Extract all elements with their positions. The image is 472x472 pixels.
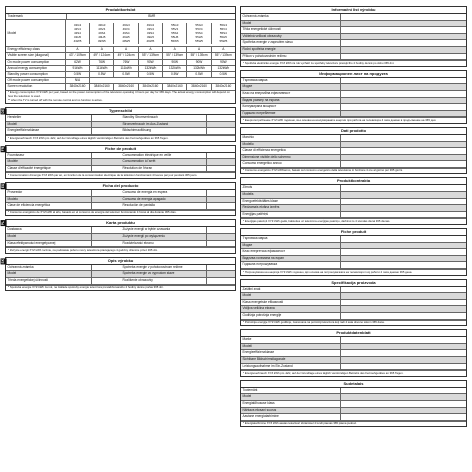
spec-value: 3840x2160 — [187, 84, 211, 89]
info-label: Видим размер на екрана — [241, 98, 341, 104]
section-note: * Енергопотребление XYZ kWh годишно, въз основа на консумираната енергия при работа на телевизора 4 часа дневно в продължение на 365 дни. — [241, 117, 466, 123]
spec-row — [6, 84, 235, 89]
section-note: * Spotreba energie XYZ kWh za rok, na základe spotreby energie televízora prevádzkovaného 4 hodiny denne počas 365 dní. — [6, 285, 235, 291]
info-row — [241, 344, 466, 351]
model-cell: 55G3 55V4 55S4 55H5 55W5 — [163, 23, 187, 44]
section-note: * Potrošnja energije XYZ kWh godišnje, zasnovana na potrošnji televizora koji radi 4 sata dnevno tokom 365 dana. — [241, 320, 466, 326]
info-label: Viditelná velikost obrazovky — [241, 34, 341, 40]
section-row — [6, 278, 235, 285]
spec-value: A — [163, 47, 187, 52]
info-row — [241, 394, 466, 401]
brand-name: BMR — [148, 14, 156, 18]
language-section — [1, 145, 236, 179]
row-label: Ochranná známka — [6, 265, 92, 271]
row-label: Zużycie energii po wyłączeniu — [121, 234, 207, 240]
section-title: Opis výrobku — [6, 258, 235, 265]
info-label: Годишно потребление — [241, 111, 341, 117]
info-row — [241, 91, 466, 98]
spec-label: Screen resolution — [6, 84, 66, 89]
info-row — [241, 104, 466, 111]
info-row — [241, 27, 466, 34]
info-label: Търговска марка — [241, 78, 341, 84]
model-cell: 55G3 55V4 55S4 55H5 55W5 — [187, 23, 211, 44]
info-label: Marke — [241, 337, 341, 343]
row-label: Model — [6, 234, 92, 240]
spec-value: A — [66, 47, 90, 52]
info-row — [241, 388, 466, 395]
info-row — [241, 249, 466, 256]
row-label: Classe d'efficacité énergétique — [6, 166, 92, 172]
info-row — [241, 135, 466, 142]
section-title: Ficha del producto — [6, 183, 235, 190]
info-label: Модел — [241, 243, 341, 249]
row-label: Spotreba energie v pohotovostnom režime — [121, 265, 207, 271]
info-note: * Spotřeba elektrické energie XYZ kWh za rok vychází ze spotřeby televizoru pracujícího 4 hodiny denně po dobu 365 dní. — [241, 60, 466, 66]
spec-value: 132kWh — [187, 66, 211, 71]
info-label: Energiatõhususe klass — [241, 401, 341, 407]
info-row — [241, 243, 466, 250]
model-row — [6, 20, 235, 47]
info-row — [241, 401, 466, 408]
section-row — [6, 241, 235, 248]
info-sheet-title: Informační list výrobku — [241, 7, 466, 14]
section-title: Dati prodotto — [241, 128, 466, 135]
spec-label: On mode power consumption — [6, 60, 66, 65]
info-row — [241, 306, 466, 313]
info-row — [241, 236, 466, 243]
main-table-note: * Energy consumption XYZ kWh per year, based on the power consumption of the television operating 4 hours per day for 365 days. The actual energy consumption will depend on how the television is used. — [6, 90, 235, 99]
row-label: Dostawca — [6, 227, 92, 233]
row-label: Resolución de pantalla — [121, 203, 207, 209]
info-row — [241, 205, 466, 212]
spec-value: 55" / 139cm — [163, 53, 187, 58]
section-row — [6, 159, 235, 166]
info-row — [241, 408, 466, 415]
info-label: Model — [241, 21, 341, 27]
row-label: Consumo de energía apagado — [121, 197, 207, 203]
section-row — [6, 115, 235, 122]
model-cell: 55G3 55V4 55S4 55H5 55W5 — [219, 22, 228, 44]
spec-value: 3840x2160 — [215, 84, 232, 89]
info-label: Tootemärk — [241, 388, 341, 394]
section-row — [6, 271, 235, 278]
spec-value: 111kWh — [114, 66, 138, 71]
spec-value: 132kWh — [139, 66, 163, 71]
spec-value: 55" / 139cm — [139, 53, 163, 58]
section-row — [6, 234, 235, 241]
spec-label: Annual energy consumption — [6, 66, 66, 71]
language-tag: SK — [1, 258, 5, 264]
spec-value: 90W — [187, 60, 211, 65]
info-row — [241, 337, 466, 344]
spec-value: 0.5W — [139, 72, 163, 77]
model-cell: 43G3 43V4 43S4 43H5 43W5 — [66, 23, 90, 44]
info-row — [241, 287, 466, 294]
language-tag: FR — [1, 146, 5, 151]
spec-value: 3840x2160 — [114, 84, 138, 89]
row-label: Model — [6, 271, 92, 277]
spec-value: 0.5W — [66, 72, 90, 77]
info-label: Energoefektivitātes klase — [241, 199, 341, 205]
spec-value: A — [187, 47, 211, 52]
info-row — [241, 256, 466, 263]
info-row — [241, 78, 466, 85]
info-label: Mudel — [241, 394, 341, 400]
info-row — [241, 192, 466, 199]
section-row — [6, 128, 235, 135]
info-label: Aastane energiatarbimine — [241, 414, 341, 420]
main-table-title: Produktkortslot — [6, 7, 235, 14]
info-row — [241, 54, 466, 61]
row-label: Bildschirmauflösung — [121, 128, 207, 134]
row-label: Standby Stromverbrauch — [121, 115, 207, 121]
info-row — [241, 300, 466, 307]
spec-value: A — [139, 47, 163, 52]
info-label: Model — [241, 293, 341, 299]
trademark-label: Trademark — [6, 14, 67, 19]
info-label: Dimensione visibile dello schermo — [241, 155, 341, 161]
spec-value: 0.5W — [114, 72, 138, 77]
section-row — [6, 203, 235, 210]
language-tag: DE — [1, 109, 5, 114]
section-note: * Energieverbrauch XYZ kWh pro Jahr, auf der Grundlage eines täglich vierstündigen Betriebs des Fernsehgerätes an 365 Tagen. — [6, 135, 235, 141]
section-row — [6, 166, 235, 173]
section-title: Fiche produit — [241, 229, 466, 236]
model-cell: 49G3 49V4 49S4 49H5 49W5 — [139, 23, 163, 44]
info-label: Enerģijas patēriņš — [241, 212, 341, 218]
main-table-note2: ** when the TV is turned off with the remote control and no function is active. — [8, 98, 103, 103]
info-label: Zaštitni znak — [241, 287, 341, 293]
row-label: Modèle — [6, 159, 92, 165]
language-section — [240, 70, 467, 124]
info-label: Marchio — [241, 135, 341, 141]
row-label: Modelo — [6, 197, 92, 203]
info-row — [241, 148, 466, 155]
info-label: Клас енергетска ефикасност — [241, 249, 341, 255]
row-label: Rozdzielczość ekranu — [121, 241, 207, 247]
spec-value: N/A — [66, 78, 90, 83]
section-row — [6, 153, 235, 160]
row-label: Spotreba energie vo vypnutom stave — [121, 271, 207, 277]
main-product-table — [5, 6, 236, 104]
spec-value: 111kWh — [90, 66, 114, 71]
spec-value: 49" / 124cm — [90, 53, 114, 58]
spec-value: 55" / 139cm — [187, 53, 211, 58]
section-note: * Energieverbrauch XYZ kWh pro Jahr, auf der Grundlage eines täglich vierstündigen Betriebs des Fernsehgerätes an 365 Tagen. — [241, 370, 466, 376]
section-row — [6, 265, 235, 272]
spec-value: 91kWh — [66, 66, 90, 71]
info-label: Classe di efficienza energetica — [241, 148, 341, 154]
section-note: * Energiatarbimine XYZ kWh aastas televiisori töötamisel 4 tundi päevas 365 päeva jooksul. — [241, 421, 466, 427]
info-row — [241, 199, 466, 206]
language-section — [240, 228, 467, 276]
info-row — [241, 293, 466, 300]
info-label: Zīmols — [241, 185, 341, 191]
info-row — [241, 212, 466, 219]
spec-value: 3840x2160 — [163, 84, 187, 89]
spec-value: 3840x2160 — [66, 84, 90, 89]
info-label: Redzamais ekrāna izmērs — [241, 205, 341, 211]
row-label: Energieeffizienzklasse — [6, 128, 92, 134]
model-cell: 49G3 49V4 49S4 49H5 49W5 — [114, 23, 138, 44]
info-label: Třída energetické účinnosti — [241, 27, 341, 33]
info-row — [241, 21, 466, 28]
info-label: Modello — [241, 142, 341, 148]
info-row — [241, 142, 466, 149]
spec-value: 76W — [90, 60, 114, 65]
section-title: Karta produktu — [6, 220, 235, 227]
spec-label: Visible screen size (diagonal) — [6, 53, 66, 58]
spec-value: 55" / 139cm — [214, 53, 232, 58]
info-label: Видлива големина на екран — [241, 256, 341, 262]
info-row — [241, 155, 466, 162]
info-row — [241, 161, 466, 168]
info-label: Търговска марка — [241, 236, 341, 242]
row-label: Zużycie energii w trybie czuwania — [121, 227, 207, 233]
language-section — [1, 257, 236, 291]
spec-value: 43" / 109cm — [66, 53, 90, 58]
spec-value: 0.5W — [163, 72, 187, 77]
row-label: Klasa efektywności energetycznej — [6, 241, 92, 247]
row-label: Modell — [6, 122, 92, 128]
section-title: Информационен лист на продукта — [241, 71, 466, 78]
info-label: Příkon v pohotovostním režimu — [241, 54, 341, 60]
language-section — [240, 279, 467, 327]
main-table-rows — [6, 47, 235, 89]
info-label: Ochranná známka — [241, 14, 341, 20]
language-section — [240, 380, 467, 428]
section-row — [6, 122, 235, 129]
section-title: Sudetalais — [241, 381, 466, 388]
info-label: Leistungsaufnahme im Ein-Zustand — [241, 364, 341, 370]
spec-label: Off mode power consumption — [6, 78, 66, 83]
row-label: Stromverbrauch im Aus-Zustand — [121, 122, 207, 128]
spec-value: 49" / 124cm — [114, 53, 138, 58]
section-title: Produktkontrakta — [241, 178, 466, 185]
info-row — [241, 34, 466, 41]
spec-value: 62W — [66, 60, 90, 65]
section-note: * Zużycie energii XYZ kWh rocznie, na podstawie poboru mocy telewizora pracującego 4 godziny dziennie przez 365 dni. — [6, 247, 235, 253]
info-label: Клас на енергийна ефективност — [241, 91, 341, 97]
spec-value: 76W — [114, 60, 138, 65]
row-label: Clase de eficiencia energética — [6, 203, 92, 209]
section-row — [6, 227, 235, 234]
info-label: Modelis — [241, 192, 341, 198]
row-label: Consumo de energía en espera — [121, 190, 207, 196]
section-note: * Consommation d'énergie XYZ kWh par an, en fonction de la consommation électrique de la télévision fonctionnant 4 heures par jour pendant 365 jours. — [6, 172, 235, 178]
model-label: Model — [6, 20, 66, 46]
language-section — [240, 127, 467, 175]
section-title: Fiche de produit — [6, 146, 235, 153]
info-row — [241, 40, 466, 47]
left-column — [1, 6, 236, 294]
language-section — [240, 177, 467, 225]
info-label: Консумирана мощност — [241, 104, 341, 110]
info-label: Spotřeba energie v zapnutém stavu — [241, 40, 341, 46]
language-section — [1, 219, 236, 253]
spec-value: 132kWh — [163, 66, 187, 71]
spec-value: 3840x2160 — [90, 84, 114, 89]
info-label: Klasa energetske efikasnosti — [241, 300, 341, 306]
spec-value: 0.5W — [219, 71, 228, 76]
language-section — [1, 182, 236, 216]
section-title: Specifikacija proizvoda — [241, 280, 466, 287]
spec-value: A — [222, 47, 225, 52]
info-label: Energieeffizienzklasse — [241, 350, 341, 356]
row-label: Hersteller — [6, 115, 92, 121]
section-row — [6, 197, 235, 204]
info-label: Godišnja potrošnja energije — [241, 313, 341, 319]
language-tag: PL — [1, 221, 5, 226]
info-label: Modell — [241, 344, 341, 350]
section-note: * Consumo energetico XYZ kWh/anno, basato sul consumo energetico della televisione in funzione 4 ore al giorno per 365 giorni. — [241, 168, 466, 174]
spec-label: Energy efficiency class — [6, 47, 66, 52]
info-row — [241, 262, 466, 269]
right-column — [240, 6, 467, 430]
row-label: Consommation électrique en veille — [121, 153, 207, 159]
row-label: Rozlíšenie obrazovky — [121, 278, 207, 284]
info-label: Vidljiva veličina ekrana — [241, 306, 341, 312]
information-sheet — [240, 6, 467, 67]
info-row — [241, 313, 466, 320]
section-note: * Consumo energético de XYZ kWh al año, basado en el consumo de energía del televisor funcionando 4 horas al día durante 365 días. — [6, 210, 235, 216]
spec-value: 0.5W — [187, 72, 211, 77]
spec-value: 0.5W — [90, 72, 114, 77]
spec-value: 90W — [163, 60, 187, 65]
spec-value: A — [90, 47, 114, 52]
row-label: Résolution de l'écran — [121, 166, 207, 172]
spec-value: 3840x2160 — [139, 84, 163, 89]
language-section — [240, 329, 467, 377]
info-label: Годишна потрошувачка — [241, 262, 341, 268]
info-row — [241, 357, 466, 364]
info-row — [241, 414, 466, 421]
section-title: Typenschild — [6, 108, 235, 115]
info-label: Nähtava ekraani suurus — [241, 408, 341, 414]
info-row — [241, 364, 466, 371]
right-language-sections — [240, 70, 467, 428]
info-label: Sichtbare Bildschirmdiagonale — [241, 357, 341, 363]
row-label: Consommation à l'arrêt — [121, 159, 207, 165]
info-row — [241, 350, 466, 357]
info-label: Модел — [241, 84, 341, 90]
left-language-sections — [1, 107, 236, 291]
spec-value: 132kWh — [217, 65, 230, 70]
spec-label: Standby power consumption — [6, 72, 66, 77]
info-row — [241, 111, 466, 118]
language-tag: ES — [1, 184, 5, 189]
model-cell: 49G3 49V4 49S4 49H5 49W5 — [90, 23, 114, 44]
spec-value: 90W — [139, 60, 163, 65]
spec-value: A — [114, 47, 138, 52]
info-row — [241, 98, 466, 105]
spec-value: 90W — [220, 59, 227, 64]
language-section — [1, 107, 236, 141]
info-row — [241, 185, 466, 192]
info-row — [241, 84, 466, 91]
section-title: Produktdatenblatt — [241, 330, 466, 337]
section-note: * Потрошувачка на енергија XYZ kWh годишно, врз основа на потрошувачката на телевизорот кој работи 4 часа дневно 365 дена. — [241, 269, 466, 275]
info-label: Roční spotřeba energie — [241, 47, 341, 53]
section-row — [6, 190, 235, 197]
row-label: Fournisseur — [6, 153, 92, 159]
info-label: Consumo energetico annuo — [241, 161, 341, 167]
section-note: * Enerģijas patēriņš XYZ kWh gadā, balstoties uz televizora enerģijas patēriņu, darbinot to 4 stundas dienā 365 dienas. — [241, 218, 466, 224]
info-row — [241, 14, 466, 21]
row-label: Trieda energetickej účinnosti — [6, 278, 92, 284]
row-label: Proveedor — [6, 190, 92, 196]
info-row — [241, 47, 466, 54]
